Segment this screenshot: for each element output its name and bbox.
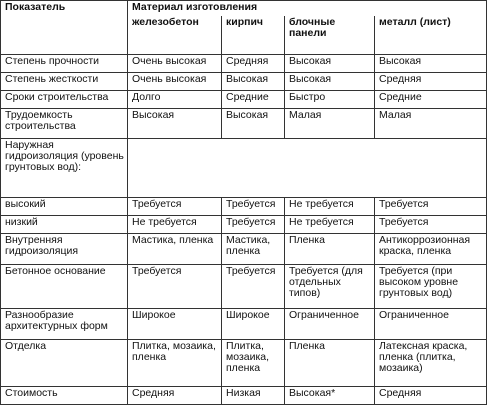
row-label: Бетонное основание <box>1 265 128 309</box>
table-cell: Средняя <box>375 73 487 91</box>
table-row <box>1 234 487 265</box>
table-cell: Требуется <box>375 216 487 234</box>
table-cell: Ограниченное <box>375 309 487 340</box>
header-parameter: Показатель <box>1 1 128 55</box>
table-cell: Долго <box>128 91 222 109</box>
row-label: Стоимость <box>1 387 128 405</box>
table-cell: Требуется <box>375 198 487 216</box>
table-cell: Требуется <box>128 198 222 216</box>
table-cell: Требуется <box>222 265 285 309</box>
table-row <box>1 309 487 340</box>
table-cell: Латексная краска, пленка (плитка, мозаика) <box>375 340 487 387</box>
table-cell: Высокая <box>222 73 285 91</box>
table-row <box>1 198 487 216</box>
row-label: Отделка <box>1 340 128 387</box>
header-row-top <box>1 1 487 16</box>
table-row <box>1 55 487 73</box>
row-label: Трудоемкость строительства <box>1 109 128 139</box>
header-material: Материал изготовления <box>128 1 487 16</box>
header-col-block-panels: блочные панели <box>285 16 375 55</box>
table-cell: Не требуется <box>285 216 375 234</box>
table-row <box>1 91 487 109</box>
table-row <box>1 265 487 309</box>
table-cell: Высокая <box>285 55 375 73</box>
table-cell: Высокая <box>128 109 222 139</box>
table-row <box>1 387 487 405</box>
table-cell: Малая <box>375 109 487 139</box>
table-cell: Средняя <box>222 55 285 73</box>
table-cell: Высокая <box>222 109 285 139</box>
table-cell: Низкая <box>222 387 285 405</box>
header-col-reinforced-concrete: железобетон <box>128 16 222 55</box>
table-cell: Очень высокая <box>128 73 222 91</box>
table-cell: Высокая* <box>285 387 375 405</box>
row-label: Сроки строительства <box>1 91 128 109</box>
table-cell: Быстро <box>285 91 375 109</box>
table-cell: Требуется (для отдельных типов) <box>285 265 375 309</box>
table-cell: Средние <box>375 91 487 109</box>
table-cell: Широкое <box>128 309 222 340</box>
table-cell: Высокая <box>285 73 375 91</box>
table-cell: Пленка <box>285 340 375 387</box>
row-label: высокий <box>1 198 128 216</box>
row-label: Степень прочности <box>1 55 128 73</box>
section-empty-cell <box>128 139 487 198</box>
row-label: Разнообразие архитектурных форм <box>1 309 128 340</box>
table-row <box>1 73 487 91</box>
row-label: Степень жесткости <box>1 73 128 91</box>
header-col-brick: кирпич <box>222 16 285 55</box>
table-cell: Пленка <box>285 234 375 265</box>
table-cell: Требуется (при высоком уровне грунтовых вод) <box>375 265 487 309</box>
table-cell: Плитка, мозаика, пленка <box>222 340 285 387</box>
table-cell: Не требуется <box>128 216 222 234</box>
table-cell: Средняя <box>128 387 222 405</box>
table-cell: Мастика, пленка <box>128 234 222 265</box>
table-cell: Требуется <box>222 198 285 216</box>
table-cell: Антикоррозионная краска, пленка <box>375 234 487 265</box>
table-cell: Плитка, мозаика, пленка <box>128 340 222 387</box>
row-label: Внутренняя гидроизоляция <box>1 234 128 265</box>
table-cell: Не требуется <box>285 198 375 216</box>
table-cell: Средняя <box>375 387 487 405</box>
table-cell: Малая <box>285 109 375 139</box>
table-cell: Мастика, пленка <box>222 234 285 265</box>
table-cell: Требуется <box>222 216 285 234</box>
table-row <box>1 340 487 387</box>
table-cell: Ограниченное <box>285 309 375 340</box>
table-cell: Средние <box>222 91 285 109</box>
header-col-metal-sheet: металл (лист) <box>375 16 487 55</box>
table-row <box>1 109 487 139</box>
table-cell: Высокая <box>375 55 487 73</box>
table-cell: Широкое <box>222 309 285 340</box>
section-row <box>1 139 487 198</box>
section-label: Наружная гидроизоляция (уровень грунтовых вод): <box>1 139 128 198</box>
row-label: низкий <box>1 216 128 234</box>
table-row <box>1 216 487 234</box>
table-cell: Очень высокая <box>128 55 222 73</box>
table-cell: Требуется <box>128 265 222 309</box>
